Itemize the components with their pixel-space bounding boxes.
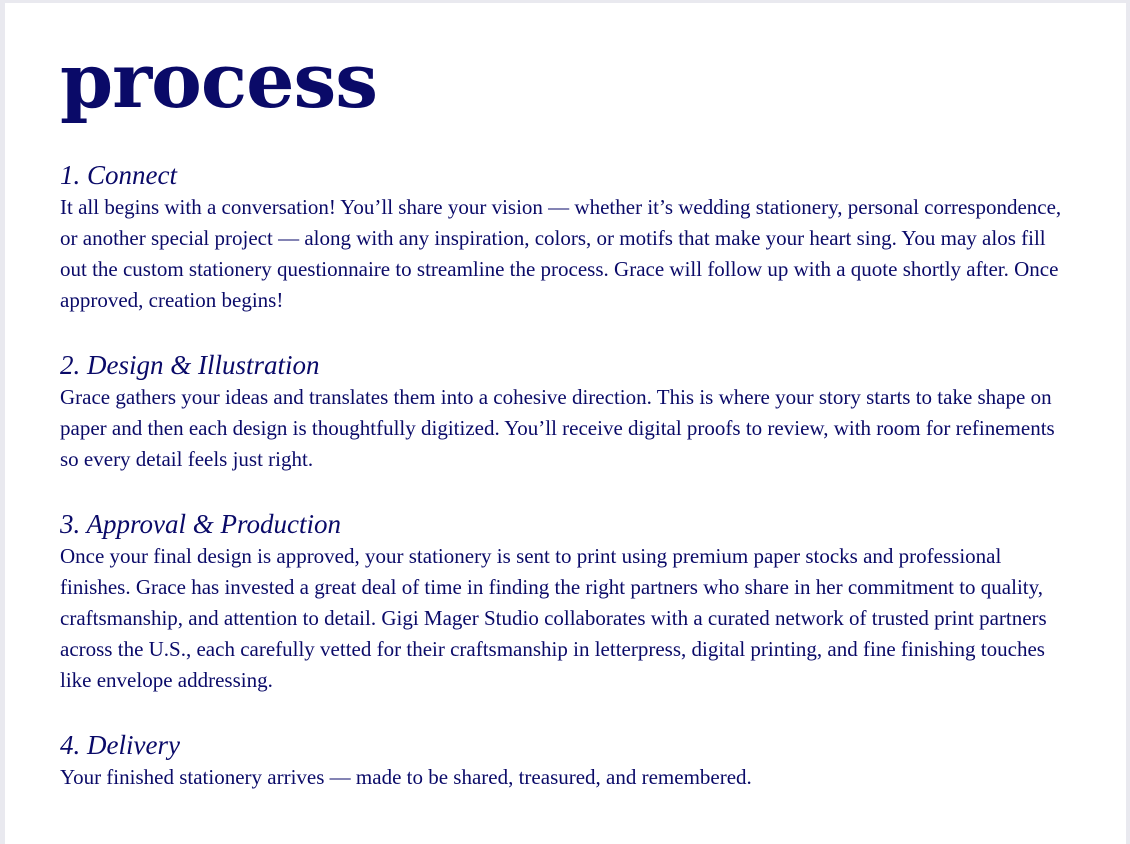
- step-connect: [60, 158, 1070, 316]
- step-approval-production: [60, 507, 1070, 696]
- process-page: [5, 3, 1126, 844]
- step-heading: 2. Design & Illustration: [60, 350, 320, 380]
- process-steps: [60, 158, 1070, 825]
- page-title: process: [60, 36, 378, 125]
- step-design-illustration: [60, 348, 1070, 475]
- step-description: It all begins with a conversation! You’ll share your vision — whether it’s wedding stationery, personal correspondence, or another special project — along with any inspiration, colors, or motifs that make your heart sing. You may alos fill out the custom stationery questionnaire to streamline the process. Grace will follow up with a quote shortly after. Once approved, creation begins!: [60, 195, 1062, 312]
- step-delivery: [60, 728, 1070, 793]
- step-heading: 4. Delivery: [60, 730, 180, 760]
- step-description: Your finished stationery arrives — made to be shared, treasured, and remembered.: [60, 765, 752, 789]
- step-description: Once your final design is approved, your stationery is sent to print using premium paper stocks and professional finishes. Grace has invested a great deal of time in finding the right partners who share in her commitment to quality, craftsmanship, and attention to detail. Gigi Mager Studio collaborates with a curated network of trusted print partners across the U.S., each carefully vetted for their craftsmanship in letterpress, digital printing, and fine finishing touches like envelope addressing.: [60, 544, 1047, 692]
- step-heading: 3. Approval & Production: [60, 509, 341, 539]
- step-description: Grace gathers your ideas and translates them into a cohesive direction. This is where your story starts to take shape on paper and then each design is thoughtfully digitized. You’ll receive digital proofs to review, with room for refinements so every detail feels just right.: [60, 385, 1055, 471]
- step-heading: 1. Connect: [60, 160, 177, 190]
